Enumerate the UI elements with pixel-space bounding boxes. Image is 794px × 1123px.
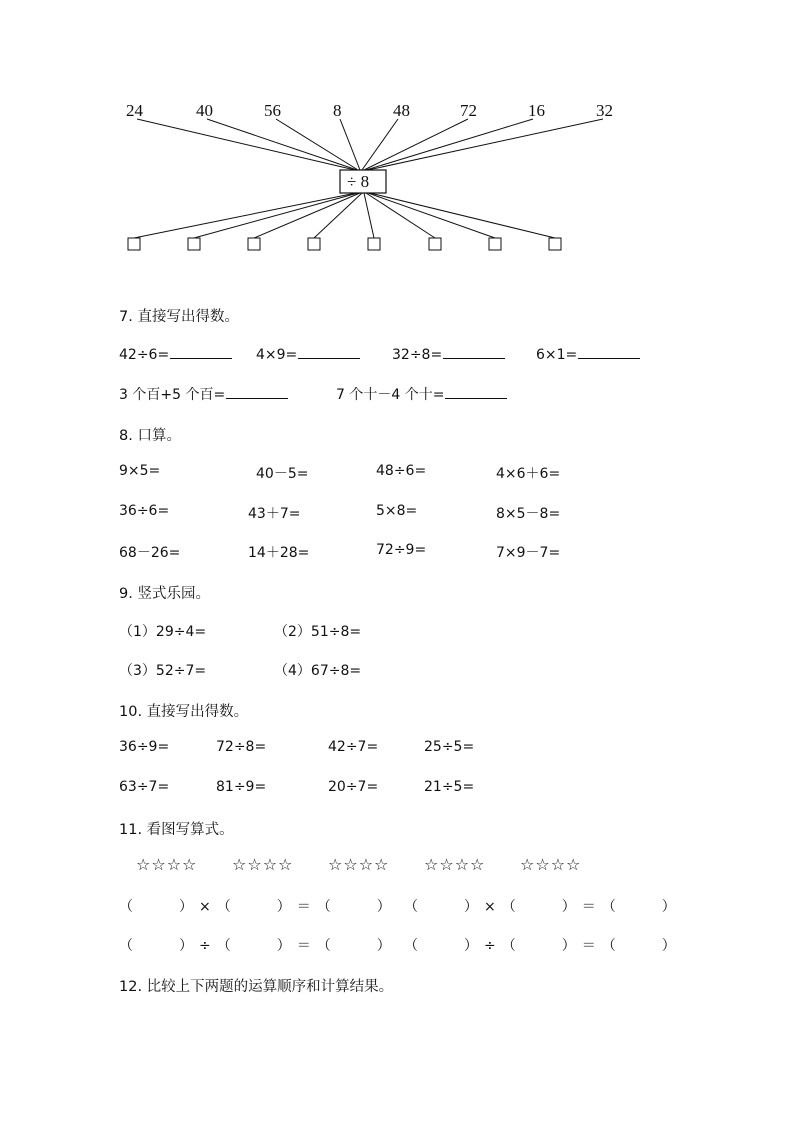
connector-line (368, 119, 603, 170)
answer-box[interactable] (308, 238, 320, 250)
connector-line (254, 193, 360, 238)
answer-box[interactable] (368, 238, 380, 250)
q12-title: 12. 比较上下两题的运算顺序和计算结果。 (119, 979, 394, 995)
q8-expr: 40－5= (256, 466, 309, 482)
q8-expr: 72÷9= (376, 542, 427, 558)
answer-blank[interactable] (170, 345, 232, 359)
q7-expr: 4×9= (256, 347, 298, 363)
answer-blank[interactable] (226, 385, 288, 399)
q7-expr: 6×1= (536, 347, 578, 363)
q7-item (536, 345, 640, 363)
q9-item: （3）52÷7= (119, 663, 207, 679)
q8-title: 8. 口算。 (119, 428, 181, 444)
multiplication-template[interactable]: （ ）×（ ）＝（ ） (119, 899, 397, 915)
connector-line (137, 119, 355, 170)
q8-expr: 68－26= (119, 545, 181, 561)
answer-blank[interactable] (578, 345, 640, 359)
q7-title: 7. 直接写出得数。 (119, 309, 239, 325)
q9-title: 9. 竖式乐园。 (119, 586, 210, 602)
dividend: 48 (393, 101, 410, 120)
star-group: ☆☆☆☆ (520, 855, 582, 874)
connector-line (370, 193, 555, 238)
connector-line (340, 119, 360, 170)
q8-expr: 5×8= (376, 503, 418, 519)
division-template[interactable]: （ ）÷（ ）＝（ ） (119, 938, 397, 954)
q10-expr: 72÷8= (216, 739, 267, 755)
q10-expr: 21÷5= (424, 779, 475, 795)
q10-expr: 20÷7= (328, 779, 379, 795)
q8-expr: 14＋28= (248, 545, 310, 561)
connector-line (207, 119, 357, 170)
q9-item: （2）51÷8= (274, 624, 362, 640)
connector-line (366, 193, 435, 238)
q7-item (119, 384, 288, 404)
q10-title: 10. 直接写出得数。 (119, 704, 249, 720)
star-group: ☆☆☆☆ (232, 855, 294, 874)
dividend: 24 (126, 101, 143, 120)
q7-expr: 7 个十－4 个十= (336, 387, 445, 403)
connector-line (194, 193, 358, 238)
answer-box[interactable] (128, 238, 140, 250)
answer-box[interactable] (489, 238, 501, 250)
dividend: 32 (596, 101, 613, 120)
q10-expr: 25÷5= (424, 739, 475, 755)
q7-expr: 42÷6= (119, 347, 170, 363)
multiplication-template[interactable]: （ ）×（ ）＝（ ） (404, 899, 682, 915)
connector-line (368, 193, 495, 238)
q9-item: （1）29÷4= (119, 624, 207, 640)
q8-expr: 9×5= (119, 463, 161, 479)
q7-item (392, 345, 505, 363)
q10-expr: 36÷9= (119, 739, 170, 755)
connector-line (366, 119, 533, 170)
q7-item (119, 345, 232, 363)
answer-box[interactable] (549, 238, 561, 250)
q8-expr: 4×6＋6= (496, 466, 561, 482)
q7-item (336, 384, 507, 404)
q8-expr: 43＋7= (248, 506, 301, 522)
division-diagram (0, 0, 794, 280)
connector-line (364, 193, 374, 238)
connector-line (134, 193, 356, 238)
q10-expr: 63÷7= (119, 779, 170, 795)
dividend: 40 (196, 101, 213, 120)
division-template[interactable]: （ ）÷（ ）＝（ ） (404, 938, 682, 954)
dividend: 56 (264, 101, 281, 120)
q11-title: 11. 看图写算式。 (119, 822, 234, 838)
answer-box[interactable] (248, 238, 260, 250)
q10-expr: 42÷7= (328, 739, 379, 755)
q7-item (256, 345, 360, 363)
dividend: 8 (333, 101, 342, 120)
star-group: ☆☆☆☆ (424, 855, 486, 874)
answer-blank[interactable] (445, 385, 507, 399)
q8-expr: 36÷6= (119, 503, 170, 519)
q8-expr: 7×9－7= (496, 545, 561, 561)
connector-line (276, 119, 358, 170)
operator-label: ÷ 8 (347, 172, 370, 191)
dividend: 72 (460, 101, 477, 120)
answer-box[interactable] (188, 238, 200, 250)
q8-expr: 8×5－8= (496, 506, 561, 522)
q10-expr: 81÷9= (216, 779, 267, 795)
q8-expr: 48÷6= (376, 463, 427, 479)
q9-item: （4）67÷8= (274, 663, 362, 679)
answer-blank[interactable] (443, 345, 505, 359)
star-group: ☆☆☆☆ (136, 855, 198, 874)
q7-expr: 3 个百+5 个百= (119, 387, 226, 403)
answer-blank[interactable] (298, 345, 360, 359)
answer-box[interactable] (429, 238, 441, 250)
star-group: ☆☆☆☆ (328, 855, 390, 874)
dividend: 16 (528, 101, 545, 120)
q7-expr: 32÷8= (392, 347, 443, 363)
